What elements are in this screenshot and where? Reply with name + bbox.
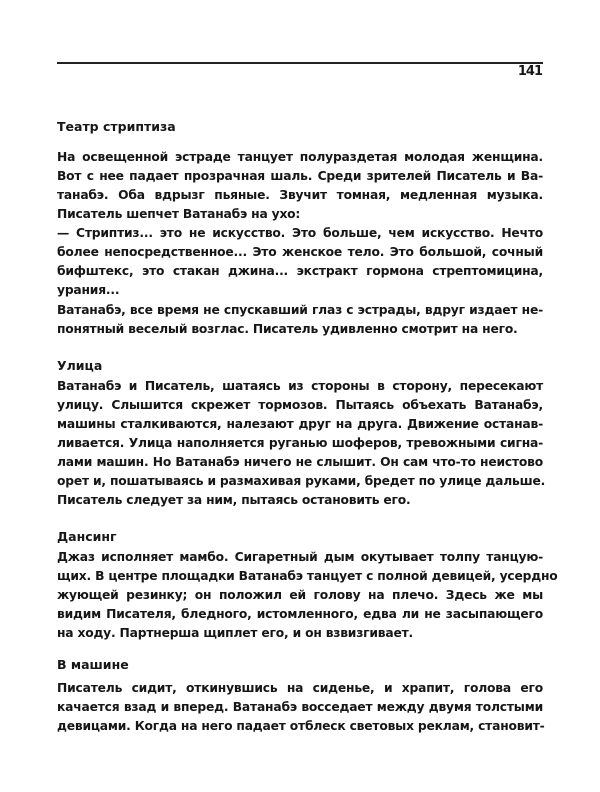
section-title-in-car: В машине: [57, 657, 129, 672]
text-line: более непосредственное... Это женское тело. Это большой, сочный: [57, 245, 543, 259]
text-line: Писатель следует за ним, пытаясь остановить его.: [57, 493, 411, 507]
text-line: лами машин. Но Ватанабэ ничего не слышит. Он сам что-то неистово: [57, 455, 543, 469]
text-line: танабэ. Оба вдрызг пьяные. Звучит томная, медленная музыка.: [57, 188, 543, 202]
page-number: 141: [517, 64, 542, 79]
section-title-dancing: Дансинг: [57, 529, 117, 544]
text-line: жующей резинку; он положил ей голову на плечо. Здесь же мы: [57, 588, 543, 602]
text-line: — Стриптиз... это не искусство. Это больше, чем искусство. Нечто: [57, 226, 543, 240]
text-line: девицами. Когда на него падает отблеск световых реклам, становит-: [57, 719, 545, 733]
section-title-striptease: Театр стриптиза: [57, 119, 176, 134]
header-rule: [57, 62, 543, 64]
text-line: Писатель шепчет Ватанабэ на ухо:: [57, 207, 301, 221]
text-line: качается взад и вперед. Ватанабэ восседает между двумя толстыми: [57, 700, 543, 714]
text-line: бифштекс, это стакан джина... экстракт гормона стрептомицина,: [57, 264, 543, 278]
text-line: Вот с нее падает прозрачная шаль. Среди зрителей Писатель и Ва-: [57, 169, 543, 183]
text-line: понятный веселый возглас. Писатель удивленно смотрит на него.: [57, 322, 518, 336]
text-line: Джаз исполняет мамбо. Сигаретный дым окутывает толпу танцую-: [57, 550, 543, 564]
text-line: Ватанабэ и Писатель, шатаясь из стороны в сторону, пересекают: [57, 379, 543, 393]
text-line: орет и, пошатываясь и размахивая руками, бредет по улице дальше.: [57, 474, 546, 488]
text-line: Ватанабэ, все время не спускавший глаз с эстрады, вдруг издает не-: [57, 303, 543, 317]
text-line: ливается. Улица наполняется руганью шоферов, тревожными сигна-: [57, 436, 543, 450]
text-line: урания...: [57, 283, 120, 297]
text-line: машины сталкиваются, налезают друг на друга. Движение останав-: [57, 417, 543, 431]
text-line: На освещенной эстраде танцует полураздетая молодая женщина.: [57, 150, 543, 164]
text-line: улицу. Слышится скрежет тормозов. Пытаясь объехать Ватанабэ,: [57, 398, 543, 412]
text-line: видим Писателя, бледного, истомленного, едва ли не засыпающего: [57, 607, 543, 621]
text-line: Писатель сидит, откинувшись на сиденье, и храпит, голова его: [57, 681, 543, 695]
text-line: щих. В центре площадки Ватанабэ танцует с полной девицей, усердно: [57, 569, 558, 583]
section-title-street: Улица: [57, 358, 103, 373]
text-line: на ходу. Партнерша щиплет его, и он взвизгивает.: [57, 626, 414, 640]
